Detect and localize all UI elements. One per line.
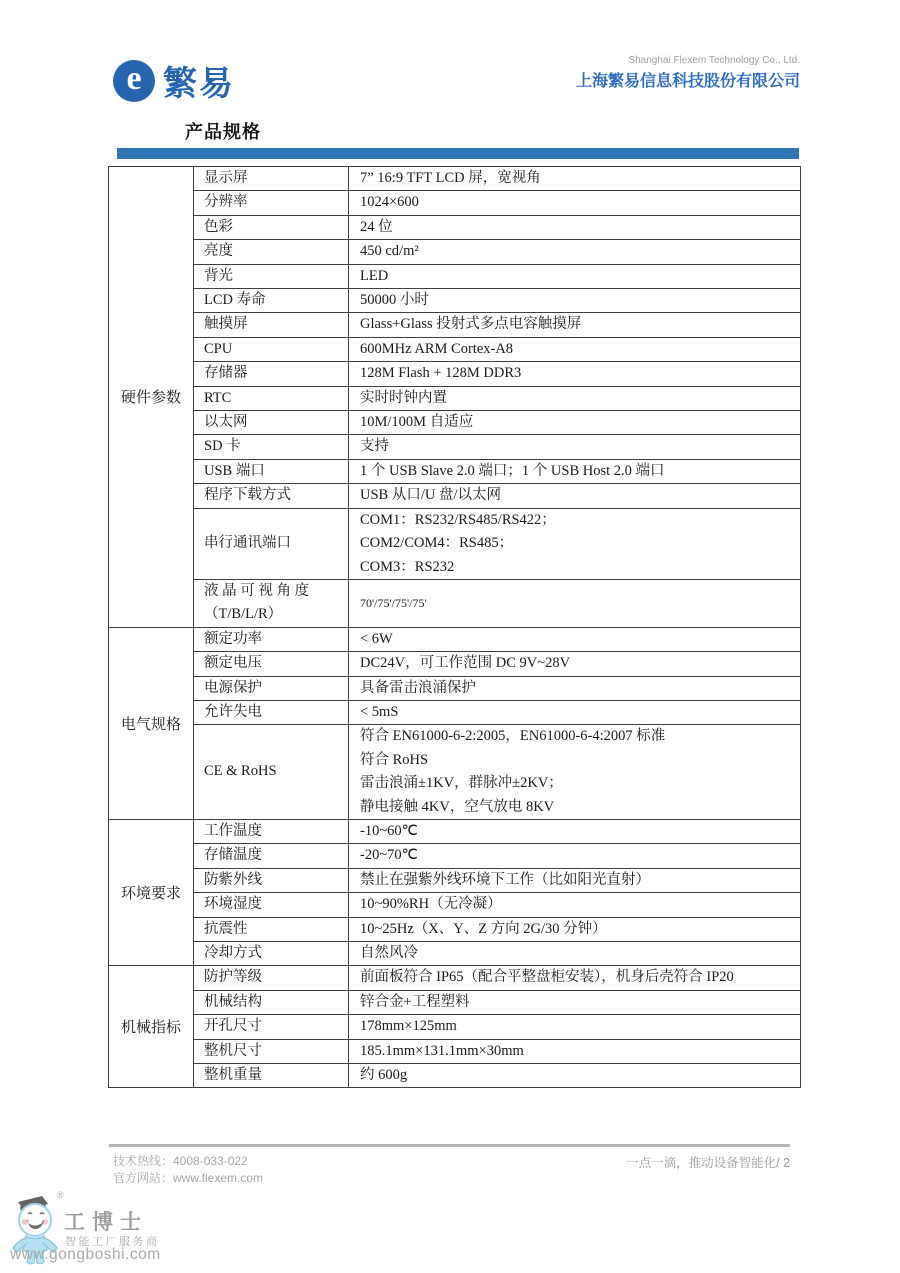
gongboshi-watermark (8, 1190, 223, 1270)
table-row (109, 435, 801, 459)
spec-label-cell: 色彩 (194, 215, 349, 239)
registered-mark: ® (57, 1190, 64, 1200)
spec-label-cell: 以太网 (194, 411, 349, 435)
spec-value-cell: DC24V，可工作范围 DC 9V~28V (349, 652, 801, 676)
spec-value-cell: 具备雷击浪涌保护 (349, 676, 801, 700)
title-divider-bar (117, 148, 799, 159)
spec-value-cell: 600MHz ARM Cortex-A8 (349, 337, 801, 361)
footer-slogan-pagenum: 一点一滴，推动设备智能化/ 2 (626, 1156, 790, 1170)
table-row (109, 652, 801, 676)
spec-value-cell: 前面板符合 IP65（配合平整盘柜安装），机身后壳符合 IP20 (349, 966, 801, 990)
table-row (109, 484, 801, 508)
spec-value-cell: 185.1mm×131.1mm×30mm (349, 1039, 801, 1063)
spec-label-cell: 防护等级 (194, 966, 349, 990)
table-row (109, 459, 801, 483)
page-title: 产品规格 (185, 122, 261, 142)
spec-label-cell: 允许失电 (194, 700, 349, 724)
spec-label-cell: 背光 (194, 264, 349, 288)
spec-label-cell: 液 晶 可 视 角 度 （T/B/L/R） (194, 579, 349, 627)
table-row (109, 264, 801, 288)
spec-value-cell: 7” 16:9 TFT LCD 屏，宽视角 (349, 167, 801, 191)
spec-label-cell: SD 卡 (194, 435, 349, 459)
spec-value-cell: -10~60℃ (349, 819, 801, 843)
spec-value-cell: COM1：RS232/RS485/RS422； COM2/COM4：RS485； COM3：RS232 (349, 508, 801, 579)
watermark-url[interactable]: www.gongboshi.com (10, 1246, 161, 1263)
table-row (109, 700, 801, 724)
spec-value-cell: 自然风冷 (349, 942, 801, 966)
footer-hotline: 技术热线：4008-033-022 (113, 1154, 248, 1168)
spec-value-cell: 锌合金+工程塑料 (349, 990, 801, 1014)
watermark-name: 工博士 (64, 1210, 148, 1234)
spec-table-body (109, 167, 801, 1088)
company-name-block (576, 55, 800, 91)
company-name-en: Shanghai Flexem Technology Co., Ltd. (628, 55, 800, 66)
spec-value-cell: USB 从口/U 盘/以太网 (349, 484, 801, 508)
table-row (109, 819, 801, 843)
spec-value-cell: -20~70℃ (349, 844, 801, 868)
spec-label-cell: 整机尺寸 (194, 1039, 349, 1063)
table-row (109, 289, 801, 313)
section-group-label: 硬件参数 (109, 167, 194, 628)
spec-label-cell: 分辨率 (194, 191, 349, 215)
table-row (109, 215, 801, 239)
spec-value-cell: 符合 EN61000-6-2:2005，EN61000-6-4:2007 标准 符合 RoHS 雷击浪涌±1KV，群脉冲±2KV； 静电接触 4KV，空气放电 8KV (349, 725, 801, 820)
footer-contact (113, 1153, 263, 1187)
spec-value-cell: 50000 小时 (349, 289, 801, 313)
spec-label-cell: 额定功率 (194, 627, 349, 651)
flexem-logo-icon: e (113, 60, 155, 102)
table-row (109, 411, 801, 435)
spec-value-cell: < 6W (349, 627, 801, 651)
table-row (109, 191, 801, 215)
spec-label-cell: 冷却方式 (194, 942, 349, 966)
flexem-logo (113, 56, 235, 105)
section-group-label: 机械指标 (109, 966, 194, 1088)
spec-value-cell: 178mm×125mm (349, 1015, 801, 1039)
spec-label-cell: 额定电压 (194, 652, 349, 676)
footer-divider (109, 1144, 790, 1147)
spec-label-cell: CPU (194, 337, 349, 361)
table-row (109, 240, 801, 264)
spec-label-cell: 防紫外线 (194, 868, 349, 892)
footer-website[interactable]: 官方网站：www.flexem.com (113, 1171, 264, 1185)
table-row (109, 844, 801, 868)
table-row (109, 676, 801, 700)
table-row (109, 917, 801, 941)
spec-label-cell: RTC (194, 386, 349, 410)
spec-value-cell: 支持 (349, 435, 801, 459)
table-row (109, 337, 801, 361)
company-name-zh: 上海繁易信息科技股份有限公司 (575, 73, 800, 90)
spec-table (108, 166, 801, 1088)
table-row (109, 725, 801, 820)
spec-label-cell: USB 端口 (194, 459, 349, 483)
table-row (109, 167, 801, 191)
spec-label-cell: 工作温度 (194, 819, 349, 843)
table-row (109, 942, 801, 966)
spec-label-cell: 显示屏 (194, 167, 349, 191)
table-row (109, 990, 801, 1014)
table-row (109, 1015, 801, 1039)
spec-label-cell: 电源保护 (194, 676, 349, 700)
table-row (109, 893, 801, 917)
table-row (109, 508, 801, 579)
table-row (109, 1064, 801, 1088)
spec-label-cell: CE & RoHS (194, 725, 349, 820)
spec-label-cell: 抗震性 (194, 917, 349, 941)
flexem-logo-text: 繁易 (163, 65, 235, 103)
table-row (109, 386, 801, 410)
spec-value-cell: 禁止在强紫外线环境下工作（比如阳光直射） (349, 868, 801, 892)
spec-label-cell: 亮度 (194, 240, 349, 264)
spec-value-cell: 70'/75'/75'/75' (349, 579, 801, 627)
spec-value-cell: Glass+Glass 投射式多点电容触摸屏 (349, 313, 801, 337)
spec-value-cell: LED (349, 264, 801, 288)
spec-label-cell: 存储温度 (194, 844, 349, 868)
spec-value-cell: 10~90%RH（无冷凝） (349, 893, 801, 917)
table-row (109, 1039, 801, 1063)
spec-value-cell: 128M Flash + 128M DDR3 (349, 362, 801, 386)
spec-label-cell: 机械结构 (194, 990, 349, 1014)
spec-value-cell: 实时时钟内置 (349, 386, 801, 410)
spec-label-cell: 环境湿度 (194, 893, 349, 917)
spec-value-cell: 450 cd/m² (349, 240, 801, 264)
spec-label-cell: 触摸屏 (194, 313, 349, 337)
watermark-subtitle: 智能工厂服务商 (65, 1236, 160, 1248)
spec-value-cell: 约 600g (349, 1064, 801, 1088)
spec-value-cell: < 5mS (349, 700, 801, 724)
spec-value-cell: 24 位 (349, 215, 801, 239)
spec-value-cell: 1024×600 (349, 191, 801, 215)
spec-label-cell: LCD 寿命 (194, 289, 349, 313)
spec-value-cell: 1 个 USB Slave 2.0 端口；1 个 USB Host 2.0 端口 (349, 459, 801, 483)
table-row (109, 868, 801, 892)
table-row (109, 579, 801, 627)
spec-label-cell: 程序下载方式 (194, 484, 349, 508)
table-row (109, 627, 801, 651)
table-row (109, 966, 801, 990)
spec-value-cell: 10M/100M 自适应 (349, 411, 801, 435)
spec-label-cell: 串行通讯端口 (194, 508, 349, 579)
table-row (109, 313, 801, 337)
section-group-label: 电气规格 (109, 627, 194, 819)
table-row (109, 362, 801, 386)
spec-value-cell: 10~25Hz（X、Y、Z 方向 2G/30 分钟） (349, 917, 801, 941)
spec-label-cell: 开孔尺寸 (194, 1015, 349, 1039)
spec-label-cell: 存储器 (194, 362, 349, 386)
section-group-label: 环境要求 (109, 819, 194, 965)
spec-label-cell: 整机重量 (194, 1064, 349, 1088)
